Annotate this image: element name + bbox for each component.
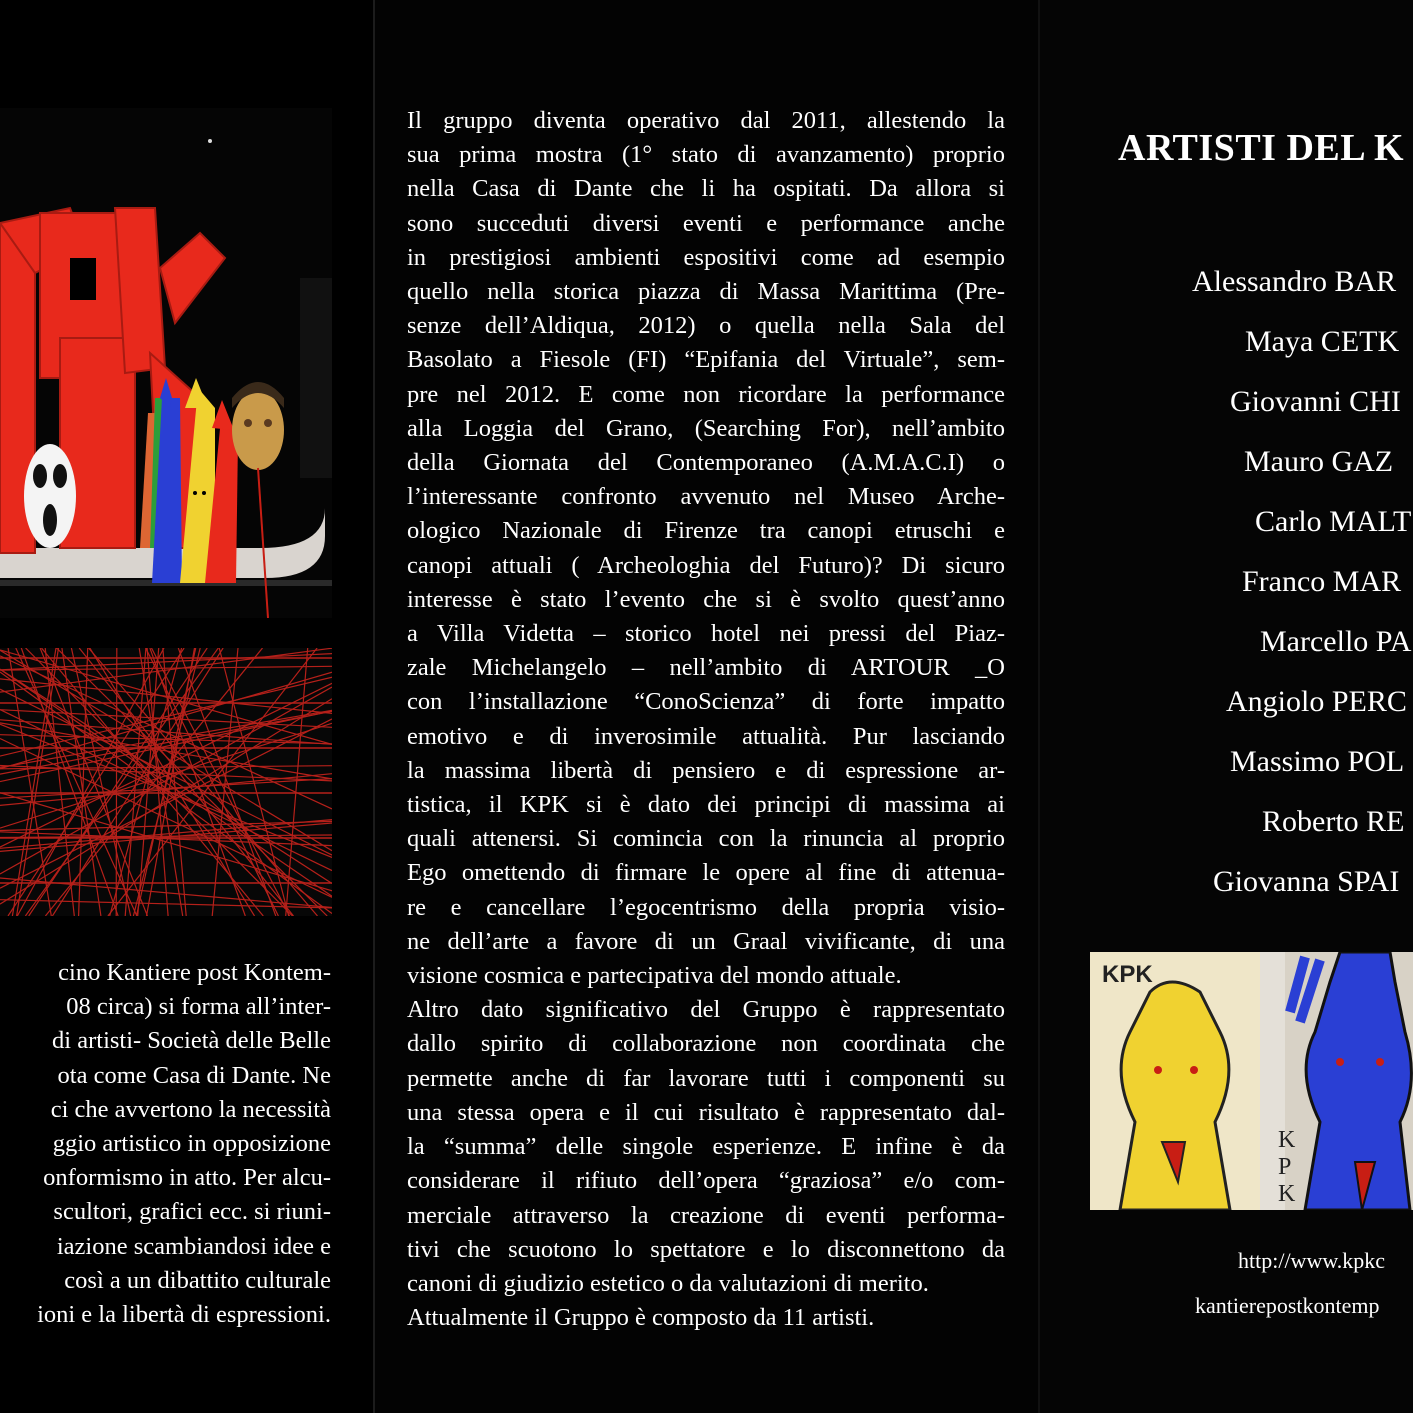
text-line: ggio artistico in opposizione bbox=[52, 1130, 331, 1158]
text-line: iazione scambiandosi idee e bbox=[56, 1232, 331, 1260]
text-line: alla Loggia del Grano, (Searching For), nell’ambito bbox=[407, 414, 1005, 442]
kpk-vertical-letter: K bbox=[1278, 1181, 1296, 1207]
artist-name: Marcello PA bbox=[1260, 625, 1412, 658]
text-line: nella Casa di Dante che li ha ospitati. Da allora si bbox=[407, 175, 1005, 203]
text-line: in prestigiosi ambienti espositivi come ad esempio bbox=[407, 243, 1005, 271]
text-line: senze dell’Aldiqua, 2012) o quella nella Sala del bbox=[407, 312, 1005, 340]
text-line: la massima libertà di pensiero e di espressione ar- bbox=[407, 756, 1005, 784]
text-line: permette anche di far lavorare tutti i componenti su bbox=[407, 1064, 1005, 1092]
artists-title: ARTISTI DEL K bbox=[1118, 127, 1405, 169]
kpk-vertical-letter: K bbox=[1278, 1127, 1296, 1153]
artist-name: Angiolo PERC bbox=[1226, 685, 1407, 718]
website-url[interactable]: http://www.kpkc bbox=[1238, 1248, 1386, 1273]
artist-name: Maya CETK bbox=[1245, 325, 1400, 358]
text-line: pre nel 2012. E come non ricordare la performance bbox=[407, 380, 1005, 408]
text-line: quali attenersi. Si comincia con la rinuncia al proprio bbox=[407, 825, 1005, 853]
text-line: di artisti- Società delle Belle bbox=[52, 1027, 331, 1055]
text-line: canoni di giudizio estetico o da valutazioni di merito. bbox=[407, 1269, 929, 1297]
kpk-painting-label: KPK bbox=[1102, 961, 1153, 988]
text-line: della Giornata del Contemporaneo (A.M.A.C.I) o bbox=[407, 449, 1005, 477]
middle-body-text bbox=[407, 104, 1005, 1335]
text-line: zale Michelangelo – nell’ambito di ARTOUR _O bbox=[407, 654, 1005, 682]
text-line: ioni e la libertà di espressioni. bbox=[37, 1301, 331, 1329]
artist-name: Franco MAR bbox=[1242, 565, 1402, 598]
text-line: a Villa Videtta – storico hotel nei pressi del Piaz- bbox=[407, 620, 1005, 648]
artist-name: Giovanni CHI bbox=[1230, 385, 1401, 418]
artist-name: Giovanna SPAI bbox=[1213, 865, 1400, 898]
text-line: ci che avvertono la necessità bbox=[50, 1095, 331, 1123]
text-line: Il gruppo diventa operativo dal 2011, allestendo la bbox=[407, 107, 1005, 134]
kpk-figures-painting bbox=[1090, 952, 1413, 1210]
text-line: re e cancellare l’egocentrismo della propria visio- bbox=[407, 893, 1005, 921]
text-line: 08 circa) si forma all’inter- bbox=[66, 993, 331, 1021]
artist-name: Mauro GAZ bbox=[1244, 445, 1394, 478]
kpk-vertical-letter: P bbox=[1278, 1154, 1292, 1180]
text-line: sua prima mostra (1° stato di avanzamento) proprio bbox=[407, 141, 1005, 169]
text-line: Altro dato significativo del Gruppo è rappresentato bbox=[407, 996, 1005, 1024]
text-line: emotivo e di inverosimile attualità. Pur lasciando bbox=[407, 722, 1005, 750]
text-line: interesse è stato l’evento che si è svolto quest’anno bbox=[407, 585, 1005, 613]
text-line: Ego omettendo di firmare le opere al fine di attenua- bbox=[407, 859, 1005, 887]
text-line: dallo spirito di collaborazione non coordinata che bbox=[407, 1030, 1005, 1058]
middle-panel bbox=[375, 0, 1038, 1413]
text-line: canopi attuali ( Archeologhia del Futuro)? Di sicuro bbox=[407, 551, 1005, 579]
text-line: ota come Casa di Dante. Ne bbox=[57, 1061, 331, 1089]
text-line: tistica, il KPK si è dato dei principi di massima ai bbox=[407, 791, 1005, 819]
thread-line bbox=[116, 648, 117, 916]
text-line: la “summa” delle singole esperienze. E infine è da bbox=[407, 1133, 1005, 1161]
artist-name: Carlo MALT bbox=[1255, 505, 1412, 538]
text-line: Attualmente il Gruppo è composto da 11 artisti. bbox=[407, 1304, 875, 1332]
kpk-sculpture-photo bbox=[0, 108, 332, 618]
text-line: Basolato a Fiesole (FI) “Epifania del Virtuale”, sem- bbox=[407, 346, 1005, 374]
artist-name: Massimo POL bbox=[1230, 745, 1405, 778]
text-line: considerare il rifiuto dell’opera “graziosa” e/o com- bbox=[407, 1167, 1005, 1195]
text-line: sono succeduti diversi eventi e performance anche bbox=[407, 209, 1005, 237]
red-thread-installation-photo bbox=[0, 648, 332, 916]
text-line: ologico Nazionale di Firenze tra canopi etruschi e bbox=[407, 517, 1005, 545]
right-panel bbox=[1040, 0, 1413, 1413]
artist-name: Roberto RE bbox=[1262, 805, 1405, 838]
text-line: con l’installazione “ConoScienza” di forte impatto bbox=[407, 688, 1005, 716]
text-line: merciale attraverso la creazione di eventi performa- bbox=[407, 1201, 1005, 1229]
text-line: quello nella storica piazza di Massa Marittima (Pre- bbox=[407, 278, 1005, 306]
text-line: cino Kantiere post Kontem- bbox=[58, 959, 331, 986]
text-line: una stessa opera e il cui risultato è rappresentato dal- bbox=[407, 1098, 1005, 1126]
artist-name: Alessandro BAR bbox=[1192, 265, 1397, 298]
left-panel bbox=[0, 0, 373, 1413]
text-line: visione cosmica e partecipativa del mondo attuale. bbox=[407, 962, 902, 990]
text-line: così a un dibattito culturale bbox=[64, 1266, 331, 1294]
left-body-text bbox=[0, 956, 331, 1332]
text-line: tivi che scuotono lo spettatore e lo disconnettono da bbox=[407, 1235, 1005, 1263]
text-line: l’interessante confronto avvenuto nel Museo Arche- bbox=[407, 483, 1005, 511]
text-line: onformismo in atto. Per alcu- bbox=[43, 1164, 331, 1192]
text-line: ne dell’arte a favore di un Graal vivificante, di una bbox=[407, 927, 1005, 955]
email-or-site-line[interactable]: kantierepostkontemp bbox=[1195, 1293, 1380, 1318]
text-line: scultori, grafici ecc. si riuni- bbox=[53, 1198, 331, 1226]
